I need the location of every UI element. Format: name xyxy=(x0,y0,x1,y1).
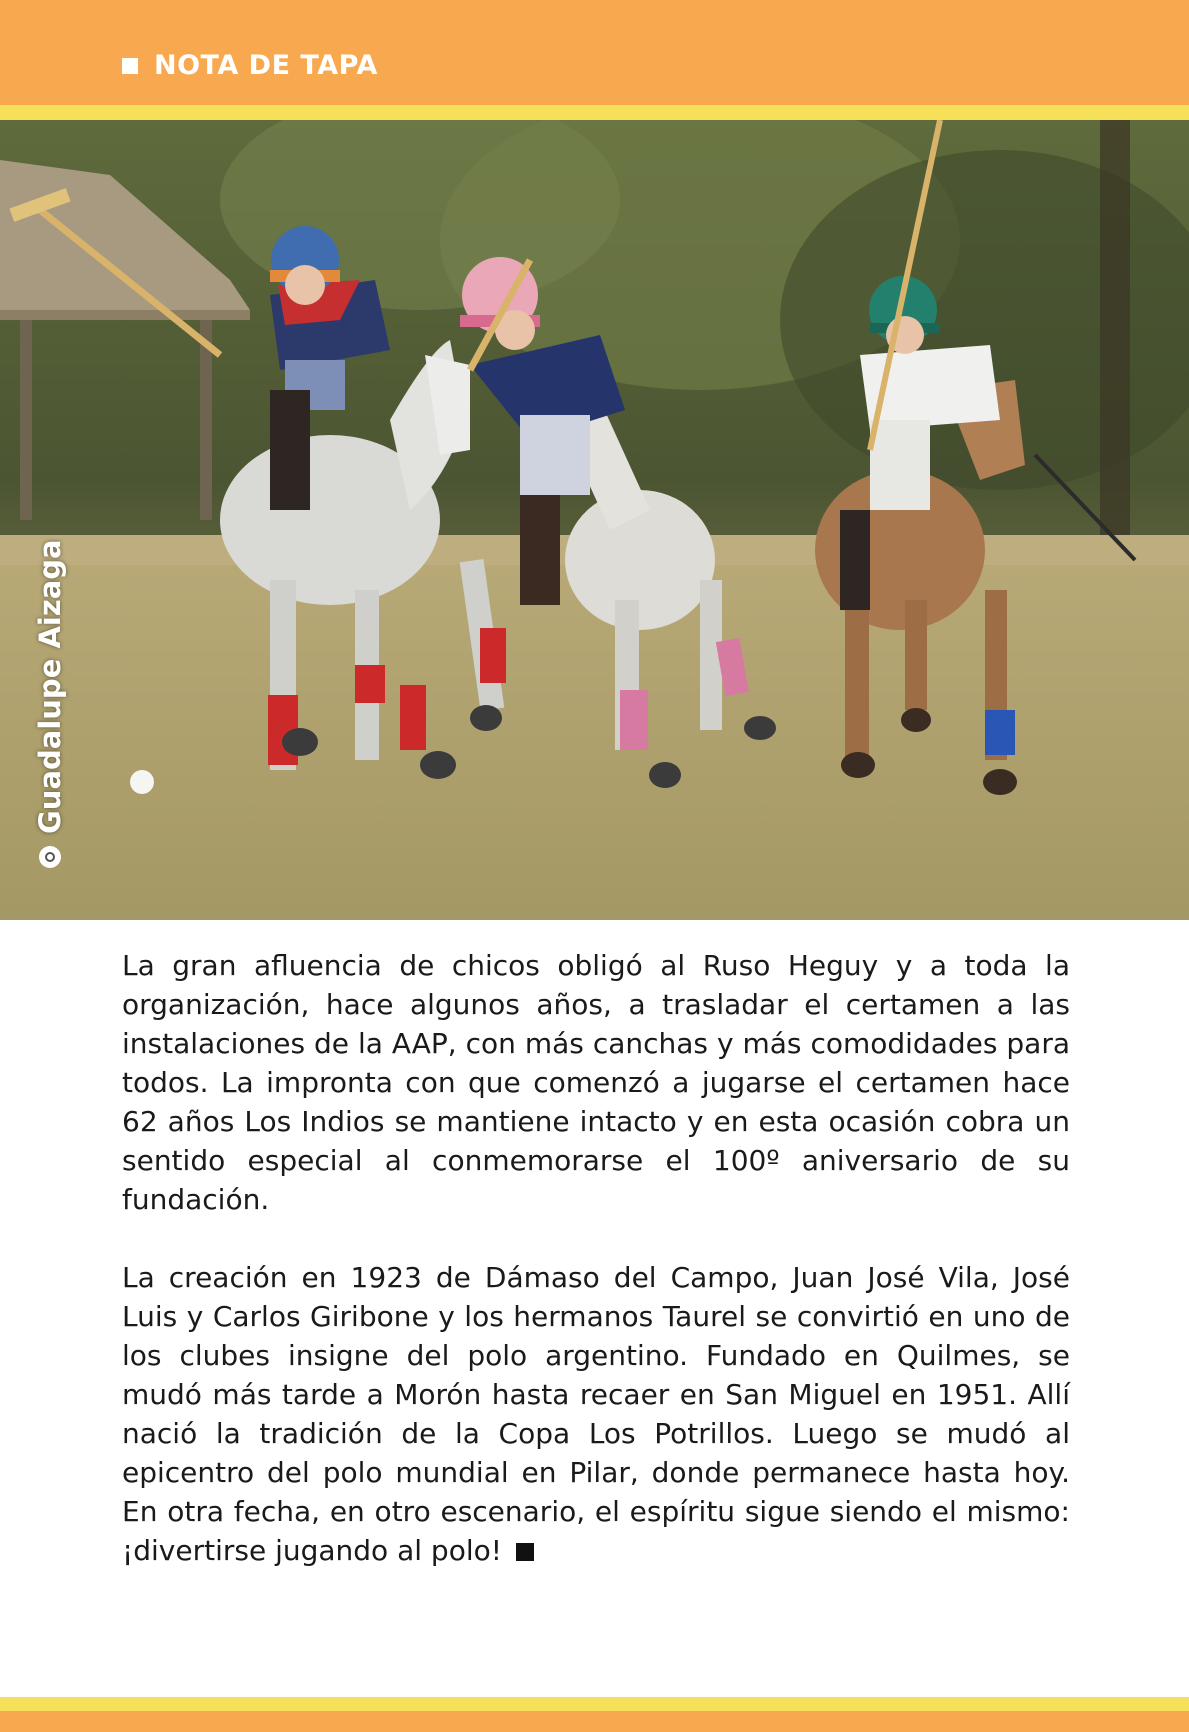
polo-photo xyxy=(0,120,1189,920)
article-paragraph-2-text: La creación en 1923 de Dámaso del Campo, Juan José Vila, José Luis y Carlos Giribone y los hermanos Taurel se convirtió en uno de los clubes insigne del polo argentino. Fundado en Quilmes, se mudó más tarde a Morón hasta recaer en San Miguel en 1951. Allí nació la tradición de la Copa Los Potrillos. Luego se mudó al epicentro del polo mundial en Pilar, donde permanece hasta hoy. En otra fecha, en otro escenario, el espíritu sigue siendo el mismo: ¡divertirse jugando al polo! xyxy=(122,1261,1070,1567)
header-accent-stripe xyxy=(0,105,1189,120)
footer-band xyxy=(0,1711,1189,1732)
section-label-text: NOTA DE TAPA xyxy=(154,50,378,81)
photo-credit-text: Guadalupe Aizaga xyxy=(33,539,67,834)
footer-accent-stripe xyxy=(0,1697,1189,1711)
end-of-article-icon xyxy=(516,1543,534,1561)
article-paragraph-1: La gran afluencia de chicos obligó al Ruso Heguy y a toda la organización, hace algunos años, a trasladar el certamen a las instalaciones de la AAP, con más canchas y más comodidades para todos. La impronta con que comenzó a jugarse el certamen hace 62 años Los Indios se mantiene intacto y en esta ocasión cobra un sentido especial al conmemorarse el 100º aniversario de su fundación. xyxy=(122,949,1070,1216)
photo-credit xyxy=(33,539,67,868)
section-label xyxy=(122,50,378,81)
section-bullet-icon xyxy=(122,58,138,74)
article-body xyxy=(122,946,1070,1570)
camera-icon xyxy=(39,846,61,868)
article-paragraph-2 xyxy=(122,1258,1070,1570)
